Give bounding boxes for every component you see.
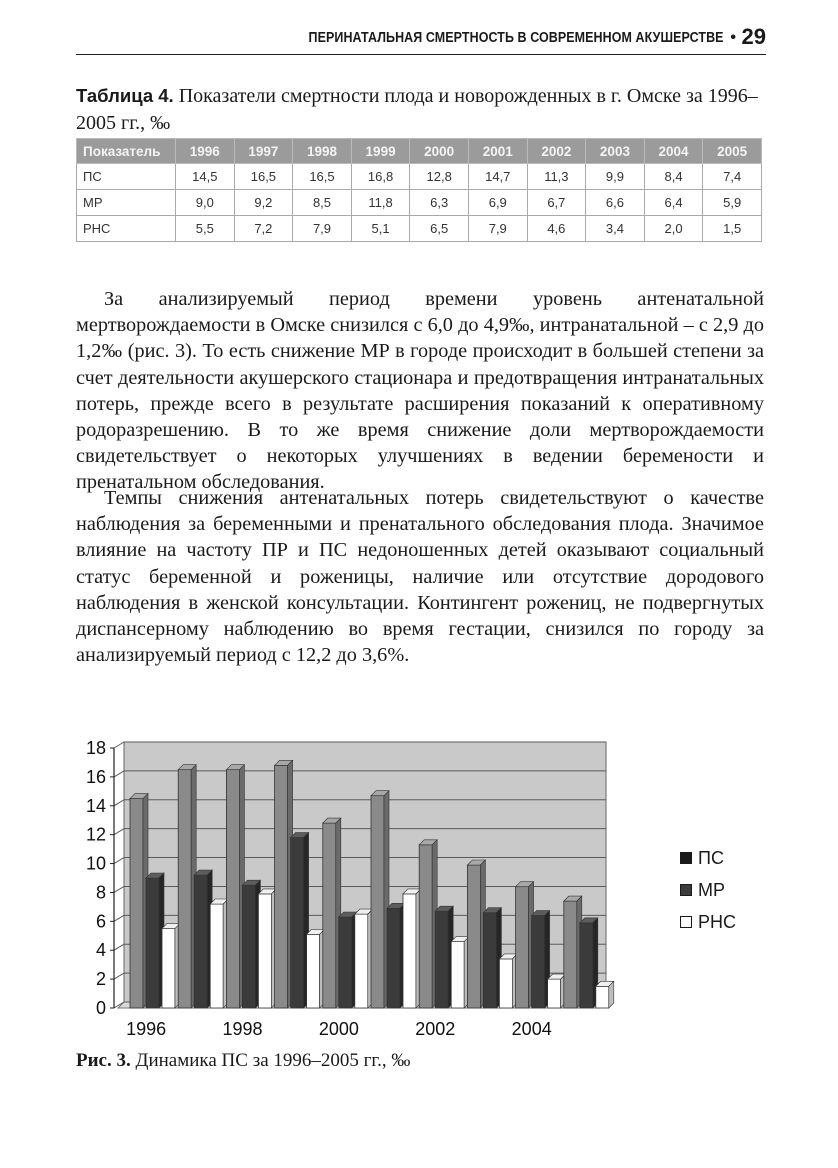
table-body bbox=[77, 164, 762, 242]
table-cell: 12,8 bbox=[410, 164, 469, 190]
table-row bbox=[77, 190, 762, 216]
gridline-side bbox=[114, 771, 124, 777]
table-header-cell: 1996 bbox=[176, 139, 235, 164]
table-cell: 6,9 bbox=[468, 190, 527, 216]
chart-legend bbox=[680, 842, 736, 938]
table-cell: 7,2 bbox=[234, 216, 293, 242]
bar bbox=[596, 986, 609, 1008]
table-cell: 6,4 bbox=[644, 190, 703, 216]
bar bbox=[516, 887, 529, 1008]
table-cell: 6,5 bbox=[410, 216, 469, 242]
bar bbox=[564, 901, 577, 1008]
bar bbox=[355, 914, 368, 1008]
legend-item bbox=[680, 906, 736, 938]
table-row bbox=[77, 164, 762, 190]
bar bbox=[162, 929, 175, 1008]
bar bbox=[258, 894, 271, 1008]
table-cell: 9,9 bbox=[586, 164, 645, 190]
gridline-side bbox=[114, 800, 124, 806]
bar bbox=[242, 885, 255, 1008]
table-cell: 7,9 bbox=[293, 216, 352, 242]
bar bbox=[307, 934, 320, 1008]
table-header-cell: 2003 bbox=[586, 139, 645, 164]
table-header-cell: 2002 bbox=[527, 139, 586, 164]
y-tick-label: 16 bbox=[85, 766, 106, 787]
table-cell: 16,8 bbox=[351, 164, 410, 190]
paragraph-2: Темпы снижения антенатальных потерь свидетельствуют о качестве наблюдения за беременными и пренатального обследования плода. Значимое влияние на частоту ПР и ПС недоношенных детей оказывают социальный статус беременной и роженицы, наличие или отсутствие дородового наблюдения в женской консультации. Контингент рожениц, не подвергнутых диспансерному наблюдению во время гестации, снизился по городу за анализируемый период с 12,2 до 3,6%. bbox=[76, 487, 764, 667]
bar bbox=[130, 799, 143, 1008]
table-header-cell: 1997 bbox=[234, 139, 293, 164]
table-header-cell: Показатель bbox=[77, 139, 176, 164]
legend-swatch bbox=[680, 916, 692, 928]
gridline-side bbox=[114, 944, 124, 950]
table-caption-text: Показатели смертности плода и новорожденных в г. Омске за 1996–2005 гг., ‰ bbox=[76, 85, 758, 134]
bar bbox=[371, 796, 384, 1008]
bar bbox=[532, 916, 545, 1008]
table-cell: 4,6 bbox=[527, 216, 586, 242]
x-tick-label: 1996 bbox=[126, 1019, 167, 1039]
table-cell: 8,4 bbox=[644, 164, 703, 190]
x-tick-label: 2004 bbox=[511, 1019, 552, 1039]
table-cell: 14,7 bbox=[468, 164, 527, 190]
table-header-cell: 2000 bbox=[410, 139, 469, 164]
y-tick-label: 18 bbox=[85, 738, 106, 758]
table-header-cell: 1999 bbox=[351, 139, 410, 164]
table-cell: 16,5 bbox=[293, 164, 352, 190]
table-header-row bbox=[77, 139, 762, 164]
bar bbox=[499, 959, 512, 1008]
table-cell: 9,0 bbox=[176, 190, 235, 216]
table-cell: МР bbox=[77, 190, 176, 216]
table-cell: 6,3 bbox=[410, 190, 469, 216]
bar bbox=[548, 979, 561, 1008]
table-cell: РНС bbox=[77, 216, 176, 242]
legend-label: РНС bbox=[698, 911, 737, 932]
x-tick-label: 2000 bbox=[318, 1019, 359, 1039]
bar bbox=[275, 765, 288, 1008]
table-cell: 6,6 bbox=[586, 190, 645, 216]
table-cell: ПС bbox=[77, 164, 176, 190]
legend-item bbox=[680, 874, 736, 906]
legend-swatch bbox=[680, 852, 692, 864]
x-tick-label: 2002 bbox=[415, 1019, 456, 1039]
table-cell: 2,0 bbox=[644, 216, 703, 242]
y-tick-label: 12 bbox=[85, 824, 106, 845]
table-cell: 3,4 bbox=[586, 216, 645, 242]
page-number: 29 bbox=[741, 24, 766, 49]
table-caption-label: Таблица 4. bbox=[76, 85, 174, 106]
y-tick-label: 2 bbox=[95, 969, 106, 990]
gridline-side bbox=[114, 886, 124, 892]
bar bbox=[146, 878, 159, 1008]
mortality-table bbox=[76, 138, 762, 242]
gridline-side bbox=[114, 742, 124, 748]
y-tick-label: 14 bbox=[85, 795, 106, 816]
figure-caption bbox=[76, 1050, 410, 1072]
legend-label: ПС bbox=[698, 847, 724, 868]
bar bbox=[483, 913, 496, 1008]
legend-label: МР bbox=[698, 879, 725, 900]
bar bbox=[210, 904, 223, 1008]
y-tick-label: 6 bbox=[95, 911, 106, 932]
paragraph-1: За анализируемый период времени уровень антенатальной мертворождаемости в Омске снизился с 6,0 до 4,9‰, интранатальной – с 2,9 до 1,2‰ (рис. 3). То есть снижение МР в городе происходит в большей степени за счет деятельности акушерского стационара и предотвращения интранатальных потерь, прежде всего в результате расширения показаний к оперативному родоразрешению. В то же время снижение доли мертворождаемости свидетельствует о некоторых улучшениях в ведении беремености и пренатальном обследования. bbox=[76, 288, 764, 494]
table-cell: 7,4 bbox=[703, 164, 762, 190]
bar bbox=[226, 770, 239, 1008]
bar bbox=[323, 823, 336, 1008]
bar bbox=[435, 911, 448, 1008]
gridline-side bbox=[114, 915, 124, 921]
table-cell: 16,5 bbox=[234, 164, 293, 190]
bar-side bbox=[609, 981, 614, 1008]
table-caption bbox=[76, 82, 766, 137]
bar bbox=[467, 865, 480, 1008]
bar bbox=[419, 845, 432, 1008]
table-header-cell: 1998 bbox=[293, 139, 352, 164]
table-header-cell: 2001 bbox=[468, 139, 527, 164]
y-tick-label: 10 bbox=[85, 853, 106, 874]
gridline-side bbox=[114, 858, 124, 864]
bar bbox=[178, 770, 191, 1008]
running-title: ПЕРИНАТАЛЬНАЯ СМЕРТНОСТЬ В СОВРЕМЕННОМ АКУШЕРСТВЕ bbox=[308, 30, 724, 46]
y-tick-label: 4 bbox=[95, 940, 106, 961]
table-header-cell: 2005 bbox=[703, 139, 762, 164]
table-cell: 5,1 bbox=[351, 216, 410, 242]
bar bbox=[580, 923, 593, 1008]
bar bbox=[194, 875, 207, 1008]
bar bbox=[451, 942, 464, 1008]
table-cell: 11,8 bbox=[351, 190, 410, 216]
bar bbox=[387, 908, 400, 1008]
gridline-side bbox=[114, 973, 124, 979]
bar bbox=[291, 838, 304, 1008]
table-cell: 8,5 bbox=[293, 190, 352, 216]
legend-swatch bbox=[680, 884, 692, 896]
gridline-side bbox=[114, 829, 124, 835]
table-cell: 6,7 bbox=[527, 190, 586, 216]
y-tick-label: 0 bbox=[95, 998, 106, 1018]
table-cell: 1,5 bbox=[703, 216, 762, 242]
figure-caption-text: Динамика ПС за 1996–2005 гг., ‰ bbox=[130, 1050, 411, 1071]
header-bullet: • bbox=[730, 29, 736, 46]
table-cell: 5,5 bbox=[176, 216, 235, 242]
table-cell: 14,5 bbox=[176, 164, 235, 190]
table-row bbox=[77, 216, 762, 242]
x-tick-label: 1998 bbox=[222, 1019, 263, 1039]
running-header bbox=[76, 22, 766, 55]
y-tick-label: 8 bbox=[95, 882, 106, 903]
table-header-cell: 2004 bbox=[644, 139, 703, 164]
table-cell: 9,2 bbox=[234, 190, 293, 216]
table-cell: 11,3 bbox=[527, 164, 586, 190]
bar bbox=[403, 894, 416, 1008]
legend-item bbox=[680, 842, 736, 874]
table-cell: 5,9 bbox=[703, 190, 762, 216]
table-cell: 7,9 bbox=[468, 216, 527, 242]
figure-caption-label: Рис. 3. bbox=[76, 1050, 131, 1071]
bar bbox=[339, 917, 352, 1008]
